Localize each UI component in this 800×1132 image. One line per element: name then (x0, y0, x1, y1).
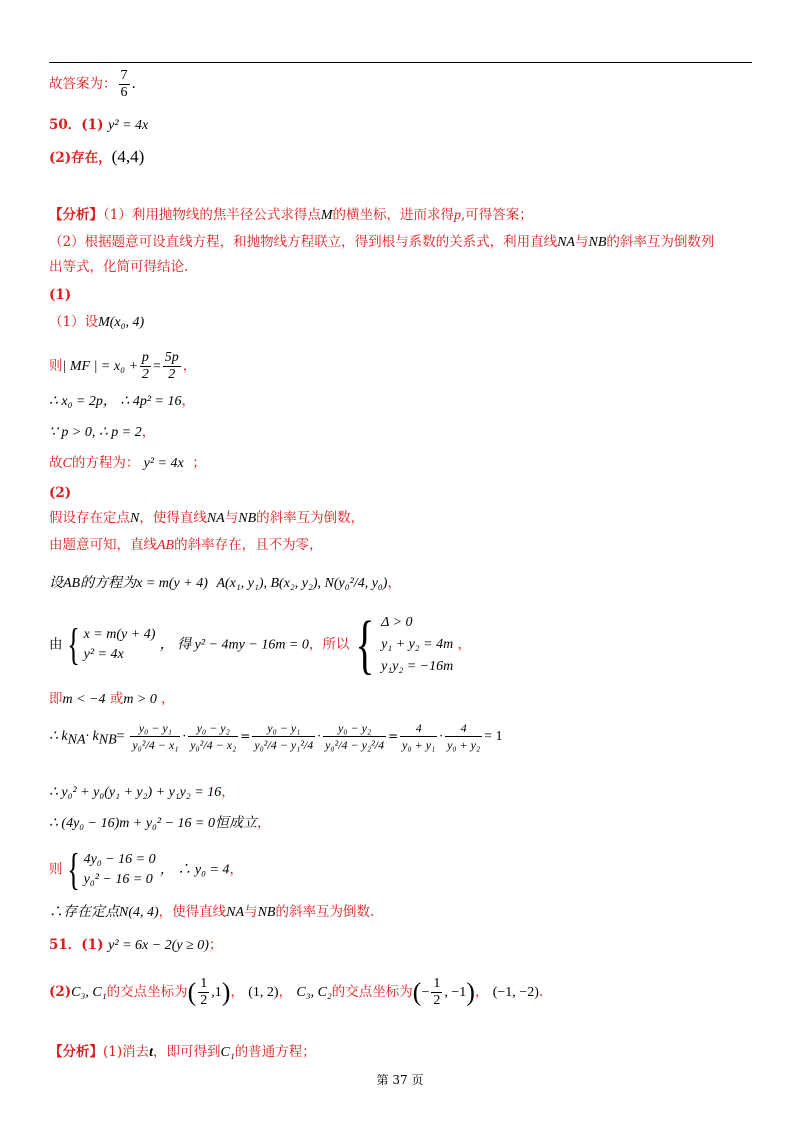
q50-part2: (2)存在，(4,4) (49, 147, 145, 166)
left-brace: { (355, 608, 375, 681)
sol1-conclusion: 故C的方程为： y² = 4x ； (49, 455, 206, 471)
sol2-assume: 假设存在定点N，使得直线NA与NB的斜率互为倒数， (49, 510, 365, 526)
sol2-expand: ∴ y₀² + y₀(y₁ + y₂) + y₁y₂ = 16， (49, 784, 235, 800)
sol1-set: （1）设M(x₀, 4) (49, 314, 145, 330)
sol1-because: ∵ p > 0, ∴ p = 2， (49, 424, 156, 440)
left-brace: { (66, 845, 80, 894)
sol2-system: 由{ x = m(y + 4) y² = 4x ， 得 y² − 4my − 16m = 0，所以{ Δ > 0 y₁ + y₂ = 4m y₁y₂ = −16m ， (49, 608, 472, 681)
sol2-final: ∴存在定点N(4, 4)，使得直线NA与NB的斜率互为倒数. (49, 904, 375, 920)
header-rule (49, 62, 752, 63)
sol2-slope-product: ∴ $k_{NA}\cdot k_{NB}=$ $\frac{\text{y₀ − y₁}}{\text{y₀²/4 − x₁}}$ · $\frac{\text{y₀ − y₂}}{\text{y₀²/4 − x₂}}$ = $\frac{\text{y₀ − y₁}}{\text{y₀²/4 − y₁²/4}}$ · $\frac{\text{y₀ − y₂}}{\text{y₀²/4 − y₂²/4}}$ = $\frac{4}{\text{y₀ + y₁}}$ · $\frac{4}{\text{y₀ + y₂}}$ = 1 (49, 721, 503, 752)
sol2-label: (2) (49, 485, 72, 501)
analysis50-line2: （2）根据题意可设直线方程，和抛物线方程联立，得到根与系数的关系式，利用直线NA与NB的斜率互为倒数列 (49, 234, 715, 250)
sol2-identity: ∴ (4y₀ − 16)m + y₀² − 16 = 0恒成立， (49, 815, 271, 831)
analysis50-line1: 【分析】（1）利用抛物线的焦半径公式求得点M的横坐标，进而求得p,可得答案； (49, 207, 533, 223)
analysis50-line3: 出等式，化简可得结论. (49, 259, 189, 275)
q51-part2: (2)C₃, C₁的交点坐标为( $\frac{1}{2}$ ,1)， (1, 2)， C₃, C₂的交点坐标为(− $\frac{1}{2}$ , −1)， (−1, −2). (49, 976, 544, 1008)
q51-part1: 51．(1) y² = 6x − 2(y ≥ 0)； (49, 937, 223, 953)
left-brace: { (66, 620, 80, 669)
sol2-range: 即m < −4 或m > 0 ， (49, 691, 175, 707)
sol2-solve: 则{ 4y₀ − 16 = 0 y₀² − 16 = 0 ， ∴ y₀ = 4， (49, 845, 243, 894)
sol2-known: 由题意可知，直线AB的斜率存在，且不为零， (49, 537, 323, 553)
sol1-therefore: ∴ x₀ = 2p， ∴ 4p² = 16， (49, 393, 195, 409)
analysis51: 【分析】(1)消去t，即可得到C₁的普通方程； (49, 1044, 316, 1060)
page-number: 第 37 页 (376, 1073, 424, 1087)
sol1-mf: 则| MF | = x₀ + $\frac{p}{2}$ = $\frac{5p}{2}$ ， (49, 350, 197, 382)
sol1-label: (1) (49, 287, 72, 303)
sol2-set: 设AB的方程为x = m(y + 4) A(x₁, y₁), B(x₂, y₂), N(y₀²/4, y₀)， (49, 575, 401, 591)
q50-part1: 50．(1) y² = 4x (49, 117, 149, 133)
answer-line: 故答案为： $\frac{7}{6}$ . (49, 68, 136, 100)
